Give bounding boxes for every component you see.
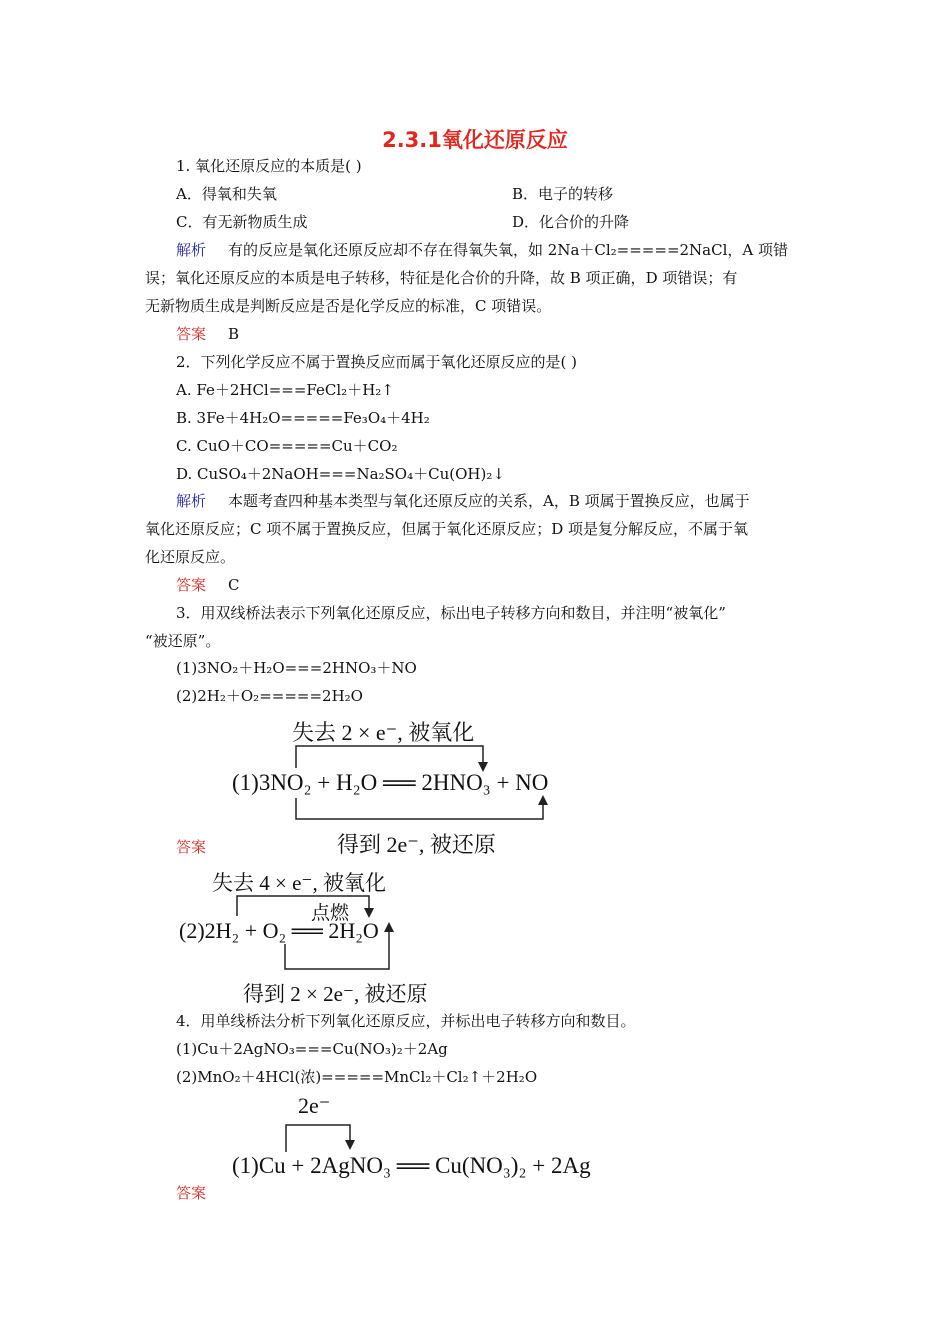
q4-item-1: (1)Cu＋2AgNO₃===Cu(NO₃)₂＋2Ag: [176, 1040, 448, 1058]
q1-analysis-line-3: 无新物质生成是判断反应是否是化学反应的标准，C 项错误。: [145, 297, 552, 315]
q3-item-1: (1)3NO₂＋H₂O===2HNO₃＋NO: [176, 659, 417, 677]
q2-option-d: D. CuSO₄＋2NaOH===Na₂SO₄＋Cu(OH)₂↓: [176, 465, 505, 483]
q1-analysis-line-2: 误；氧化还原反应的本质是电子转移，特征是化合价的升降，故 B 项正确，D 项错误；有: [145, 269, 738, 287]
q1-answer: B: [228, 325, 240, 343]
q1-answer-label: 答案: [176, 325, 207, 343]
q2-stem: 2．下列化学反应不属于置换反应而属于氧化还原反应的是( ): [176, 353, 578, 371]
q2-analysis-line-2: 氧化还原反应；C 项不属于置换反应，但属于氧化还原反应；D 项是复分解反应，不属于氧: [145, 520, 749, 538]
q4-answer-label: 答案: [176, 1184, 207, 1202]
q2-answer: C: [228, 576, 240, 594]
q3-fig2-bottom-label: 得到 2 × 2e⁻, 被还原: [243, 982, 428, 1006]
q1-analysis-label: 解析: [176, 241, 207, 259]
q3-fig2-equation: (2)2H₂ + O₂ ══ 2H₂O: [179, 918, 379, 943]
q2-answer-label: 答案: [176, 576, 207, 594]
q1-analysis-line-1: 有的反应是氧化还原反应却不存在得氧失氧，如 2Na＋Cl₂=====2NaCl，A 项错: [228, 241, 788, 259]
q3-fig2-condition: 点燃: [311, 903, 350, 924]
q2-analysis-line-1: 本题考查四种基本类型与氧化还原反应的关系，A，B 项属于置换反应，也属于: [228, 492, 750, 510]
q4-fig1-equation: (1)Cu + 2AgNO₃ ══ Cu(NO₃)₂ + 2Ag: [232, 1153, 591, 1178]
q1-stem: 1. 氧化还原反应的本质是( ): [176, 157, 362, 175]
q3-fig1-equation: (1)3NO₂ + H₂O ══ 2HNO₃ + NO: [232, 770, 549, 795]
q3-answer-label: 答案: [176, 838, 207, 856]
page-title: 2.3.1氧化还原反应: [382, 128, 568, 152]
q2-option-b: B. 3Fe＋4H₂O=====Fe₃O₄＋4H₂: [176, 409, 430, 427]
q4-item-2: (2)MnO₂＋4HCl(浓)=====MnCl₂＋Cl₂↑＋2H₂O: [176, 1068, 538, 1086]
q2-analysis-label: 解析: [176, 492, 207, 510]
q1-option-d: D．化合价的升降: [512, 213, 630, 231]
q4-fig1-top-label: 2e⁻: [298, 1093, 331, 1118]
q1-option-a: A．得氧和失氧: [176, 185, 277, 203]
q3-stem-line-1: 3．用双线桥法表示下列氧化还原反应，标出电子转移方向和数目，并注明“被氧化”: [176, 604, 726, 622]
q2-analysis-line-3: 化还原反应。: [145, 548, 236, 566]
q4-stem: 4．用单线桥法分析下列氧化还原反应，并标出电子转移方向和数目。: [176, 1012, 636, 1030]
q1-option-b: B．电子的转移: [512, 185, 614, 203]
q3-stem-line-2: “被还原”。: [145, 632, 221, 650]
q1-option-c: C．有无新物质生成: [176, 213, 308, 231]
q2-option-a: A. Fe＋2HCl===FeCl₂＋H₂↑: [176, 381, 394, 399]
q3-fig2-top-label: 失去 4 × e⁻, 被氧化: [212, 871, 386, 895]
q3-fig1-top-label: 失去 2 × e⁻, 被氧化: [292, 720, 475, 745]
q2-option-c: C. CuO＋CO=====Cu＋CO₂: [176, 437, 398, 455]
q3-fig1-bottom-label: 得到 2e⁻, 被还原: [337, 832, 496, 857]
q3-item-2: (2)2H₂＋O₂=====2H₂O: [176, 687, 363, 705]
